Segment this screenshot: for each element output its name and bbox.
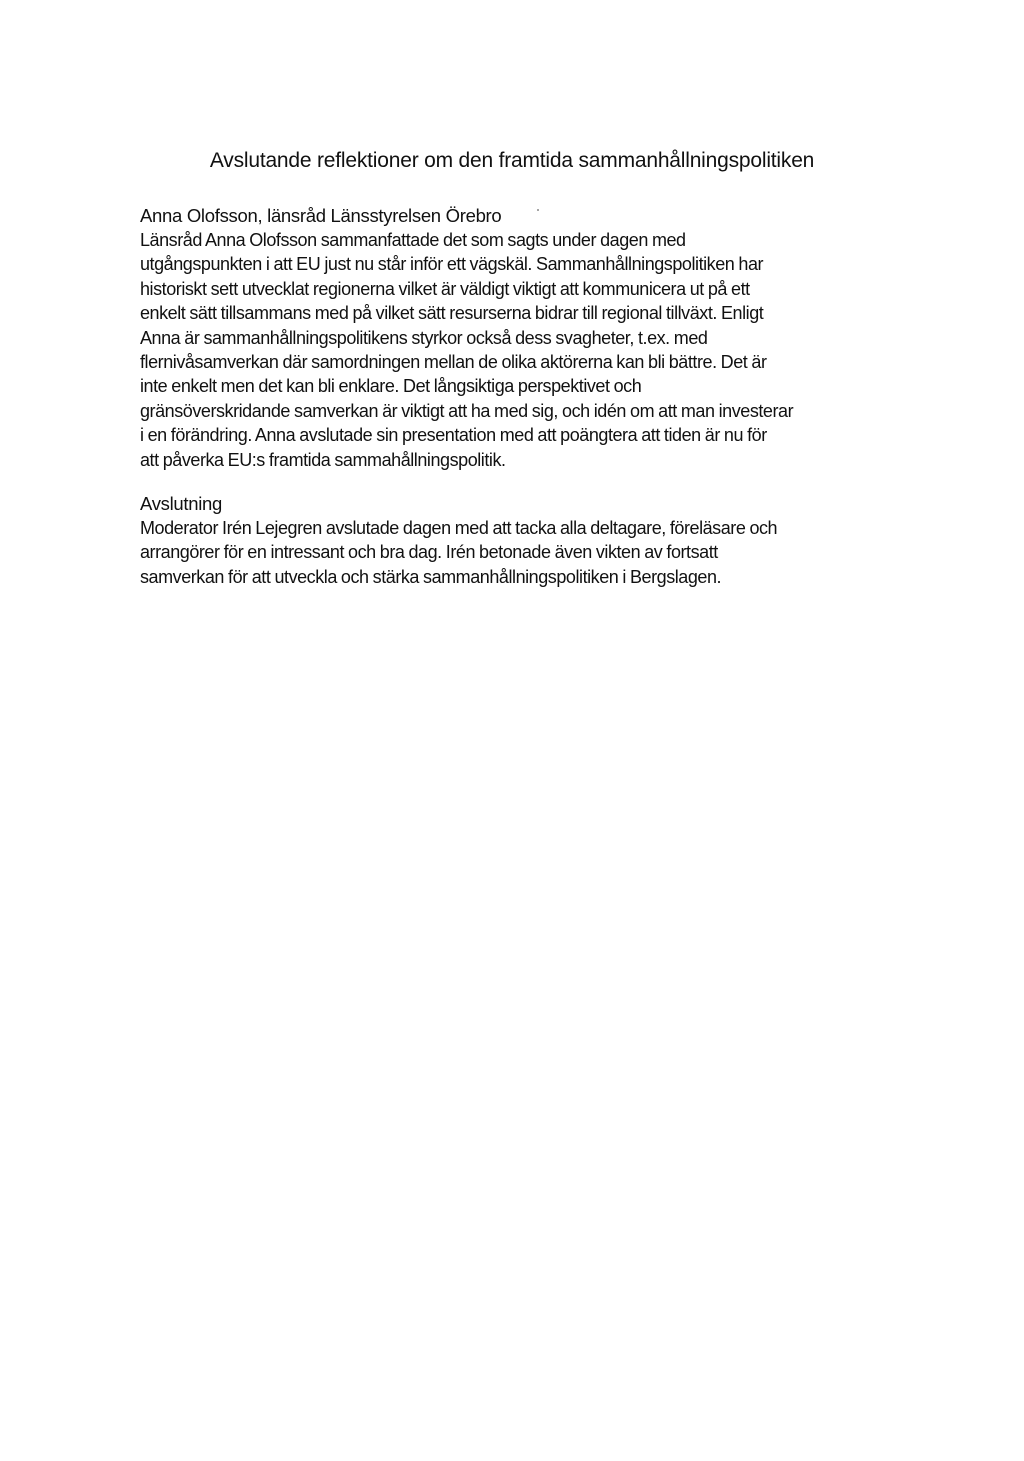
body-line: inte enkelt men det kan bli enklare. Det långsiktiga perspektivet och: [140, 376, 642, 397]
body-line: gränsöverskridande samverkan är viktigt att ha med sig, och idén om att man investerar: [140, 400, 794, 421]
section-heading: Anna Olofsson, länsråd Länsstyrelsen Örebro: [140, 205, 502, 226]
body-line: Anna är sammanhållningspolitikens styrkor också dess svagheter, t.ex. med: [140, 327, 708, 348]
body-line: samverkan för att utveckla och stärka sammanhållningspolitiken i Bergslagen.: [140, 566, 722, 587]
section-heading: Avslutning: [140, 493, 223, 514]
body-line: Moderator Irén Lejegren avslutade dagen med att tacka alla deltagare, föreläsare och: [140, 518, 778, 538]
section-body: [140, 516, 900, 589]
body-line: enkelt sätt tillsammans med på vilket sätt resurserna bidrar till regional tillväxt. Enligt: [140, 303, 764, 324]
body-line: historiskt sett utvecklat regionerna vilket är väldigt viktigt att kommunicera ut på ett: [140, 278, 750, 299]
body-line: utgångspunkten i att EU just nu står inför ett vägskäl. Sammanhållningspolitiken har: [140, 254, 764, 275]
body-line: Länsråd Anna Olofsson sammanfattade det som sagts under dagen med: [140, 230, 686, 250]
body-line: i en förändring. Anna avslutade sin presentation med att poängtera att tiden är nu för: [140, 425, 767, 446]
body-line: flernivåsamverkan där samordningen mellan de olika aktörerna kan bli bättre. Det är: [140, 352, 767, 373]
body-line: att påverka EU:s framtida sammahållningspolitik.: [140, 449, 506, 470]
section-avslutning: [140, 492, 900, 589]
section-body: [140, 228, 900, 472]
section-anna-olofsson: [140, 204, 900, 472]
body-line: arrangörer för en intressant och bra dag. Irén betonade även vikten av fortsatt: [140, 542, 718, 563]
document-title: Avslutande reflektioner om den framtida sammanhållningspolitiken: [209, 149, 815, 172]
scan-speck: [537, 209, 539, 211]
